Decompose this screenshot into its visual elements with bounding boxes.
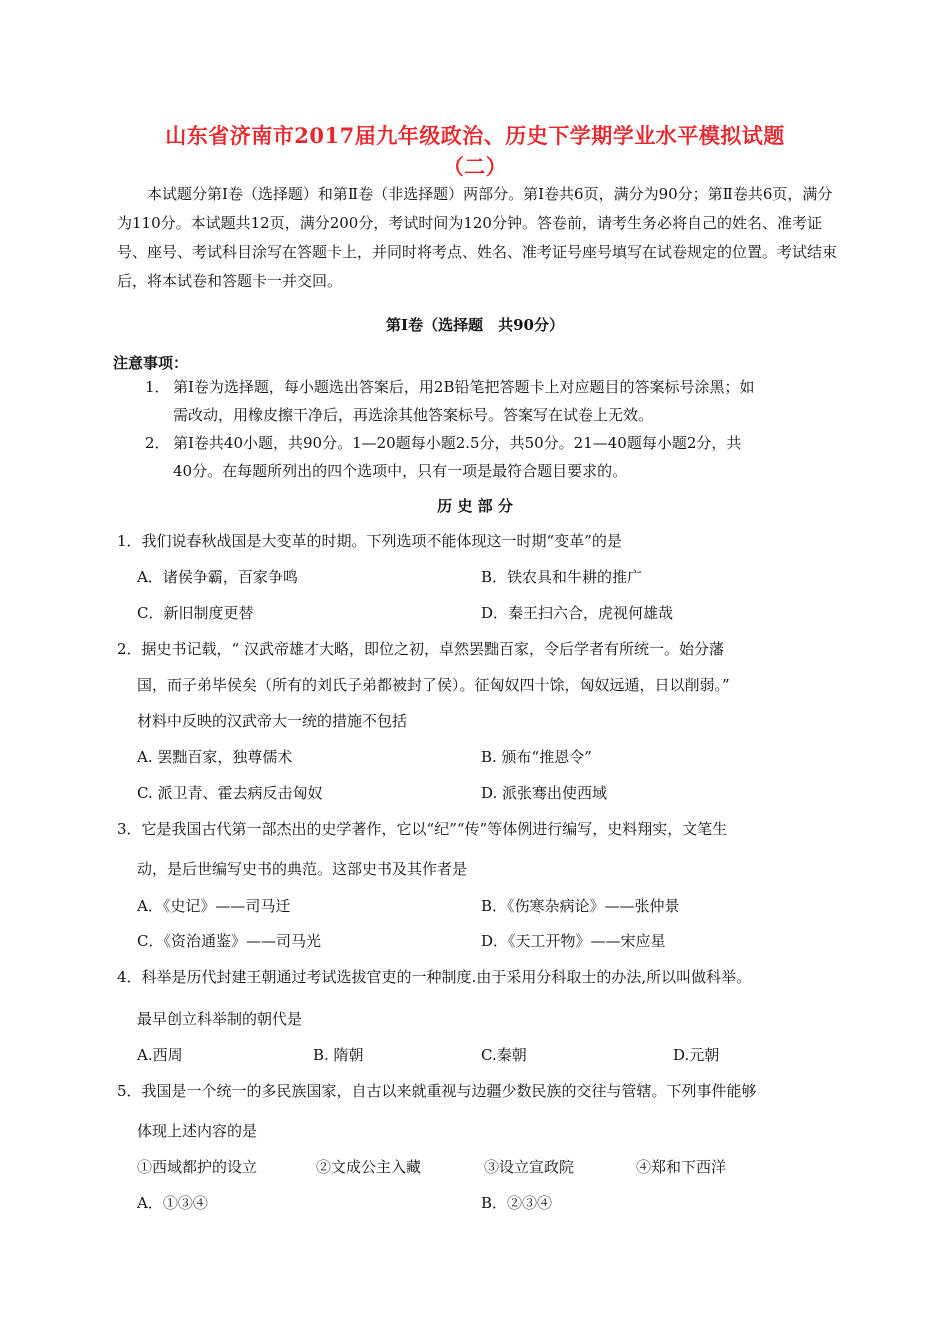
question-option: A.西周 (137, 1046, 183, 1064)
note-text: 需改动，用橡皮擦干净后，再选涂其他答案标号。答案写在试卷上无效。 (173, 406, 654, 424)
notes-heading: 注意事项： (113, 354, 189, 372)
question-option: C．《资治通鉴》——司马光 (137, 932, 321, 950)
note-text: 第Ⅰ卷共40小题，共90分。1—20题每小题2.5分，共50分。21—40题每小题2分，共 (173, 434, 742, 452)
note-text: 第Ⅰ卷为选择题，每小题选出答案后，用2B铅笔把答题卡上对应题目的答案标号涂黑；如 (173, 378, 755, 396)
note-number: 1． (145, 378, 170, 396)
question-option: C. 派卫青、霍去病反击匈奴 (137, 784, 323, 802)
section-heading: 第Ⅰ卷（选择题 共90分） (386, 316, 564, 334)
question-option: C.秦朝 (481, 1046, 527, 1064)
question-option: D.元朝 (673, 1046, 720, 1064)
part-heading: 历 史 部 分 (437, 497, 513, 515)
question-option: D．《天工开物》——宋应星 (481, 932, 666, 950)
question-stem: 1．我们说春秋战国是大变革的时期。下列选项不能体现这一时期“变革”的是 (117, 532, 622, 550)
question-option: D．秦王扫六合，虎视何雄哉 (481, 604, 674, 622)
intro-paragraph: 本试题分第Ⅰ卷（选择题）和第Ⅱ卷（非选择题）两部分。第Ⅰ卷共6页，满分为90分；第Ⅱ卷共6页，满分为110分。本试题共12页，满分200分，考试时间为120分钟。答卷前，请考生务必将自己的姓名、准考证号、座号、考试科目涂写在答题卡上，并同时将考点、姓名、准考证号座号填写在试卷规定的位置。考试结束后，将本试卷和答题卡一并交回。 (117, 185, 838, 290)
question-item: ③设立宣政院 (484, 1158, 575, 1176)
question-option: B．《伤寒杂病论》——张仲景 (481, 897, 680, 915)
question-stem: 3．它是我国古代第一部杰出的史学著作，它以“纪”“传”等体例进行编写，史料翔实，文笔生 (117, 820, 728, 838)
question-option: B. 隋朝 (313, 1046, 364, 1064)
question-option: A. 罢黜百家，独尊儒术 (137, 748, 293, 766)
question-option: C．新旧制度更替 (137, 604, 254, 622)
question-item: ④郑和下西洋 (636, 1158, 727, 1176)
question-option: D. 派张骞出使西域 (481, 784, 608, 802)
question-stem: 2．据史书记载，“ 汉武帝雄才大略，即位之初，卓然罢黜百家，令后学者有所统一。始分藩 (117, 640, 724, 658)
question-option: B．②③④ (481, 1194, 553, 1212)
question-stem: 材料中反映的汉武帝大一统的措施不包括 (137, 712, 408, 730)
document-subtitle: （二） (442, 154, 508, 179)
note-text: 40分。在每题所列出的四个选项中，只有一项是最符合题目要求的。 (173, 462, 628, 480)
document-title: 山东省济南市2017届九年级政治、历史下学期学业水平模拟试题 (165, 123, 785, 148)
question-option: A．①③④ (137, 1194, 208, 1212)
question-stem: 4．科举是历代封建王朝通过考试选拔官吏的一种制度.由于采用分科取士的办法,所以叫做科举。 (117, 968, 752, 986)
question-option: B. 颁布“推恩令” (481, 748, 592, 766)
question-stem: 5．我国是一个统一的多民族国家，自古以来就重视与边疆少数民族的交往与管辖。下列事件能够 (117, 1082, 757, 1100)
question-item: ②文成公主入藏 (316, 1158, 422, 1176)
question-option: A．《史记》——司马迁 (137, 897, 291, 915)
note-number: 2． (145, 434, 170, 452)
question-stem: 国，而子弟毕侯矣（所有的刘氏子弟都被封了侯）。征匈奴四十馀，匈奴远遁，日以削弱。” (137, 676, 730, 694)
question-stem: 动，是后世编写史书的典范。这部史书及其作者是 (137, 860, 468, 878)
question-item: ①西域都护的设立 (137, 1158, 258, 1176)
question-stem: 最早创立科举制的朝代是 (137, 1010, 303, 1028)
question-option: A．诸侯争霸，百家争鸣 (137, 568, 298, 586)
question-stem: 体现上述内容的是 (137, 1122, 258, 1140)
question-option: B．铁农具和牛耕的推广 (481, 568, 643, 586)
